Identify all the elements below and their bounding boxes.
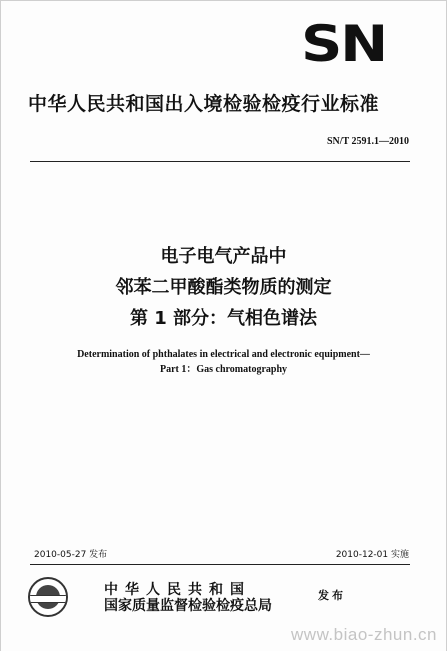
- standard-number: SN/T 2591.1—2010: [326, 136, 409, 147]
- effective-date: 2010-12-01 实施: [335, 550, 409, 560]
- bottom-divider: [30, 564, 410, 565]
- organization-title: 中华人民共和国出入境检验检疫行业标准: [28, 93, 380, 115]
- aqsiq-seal-icon: [28, 577, 68, 617]
- chinese-title-line-3: 第 1 部分：气相色谱法: [129, 308, 318, 329]
- sn-logo: SN: [301, 15, 386, 73]
- page-border-top: [0, 0, 447, 1]
- seal-band: [30, 595, 66, 603]
- english-title-line-2: Part 1：Gas chromatography: [159, 364, 288, 375]
- publisher-line-2: 国家质量监督检验检疫总局: [104, 598, 272, 614]
- english-title-line-1: Determination of phthalates in electrical and electronic equipment—: [77, 349, 370, 360]
- issue-date: 2010-05-27 发布: [34, 550, 108, 560]
- publish-label: 发布: [318, 589, 346, 602]
- chinese-title-line-1: 电子电气产品中: [160, 246, 287, 267]
- top-divider: [30, 161, 410, 162]
- watermark: www.biao-zhun.cn: [291, 625, 437, 644]
- publisher-line-1: 中华人民共和国: [104, 582, 251, 598]
- chinese-title-line-2: 邻苯二甲酸酯类物质的测定: [115, 277, 332, 298]
